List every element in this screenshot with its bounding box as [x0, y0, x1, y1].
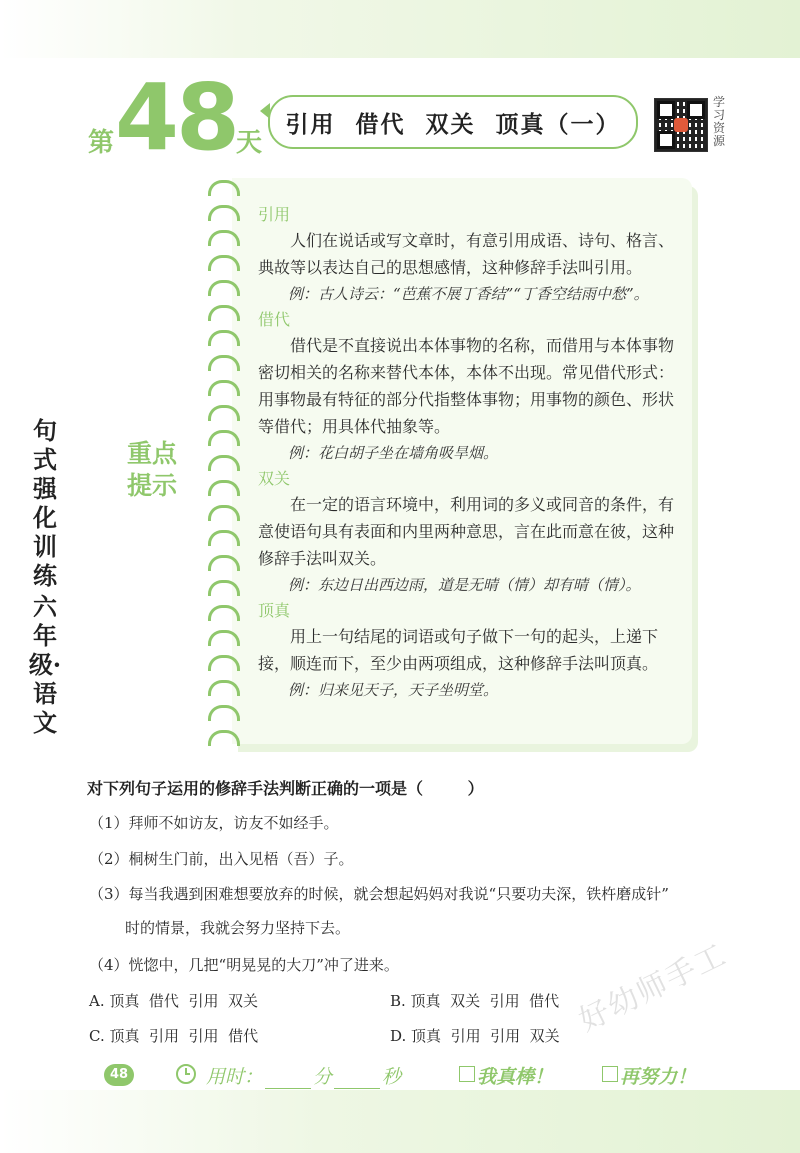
section-anadiplosis	[258, 599, 688, 704]
option-d[interactable]: D. 顶真 引用 引用 双关	[390, 1027, 560, 1045]
section-title: 双关	[258, 469, 291, 488]
section-example: 例：古人诗云：“芭蕉不展丁香结”“丁香空结雨中愁”。	[288, 285, 649, 303]
tips-content	[258, 203, 688, 704]
lesson-title: 引用 借代 双关 顶真（一）	[285, 110, 621, 138]
page-number: 48	[104, 1064, 134, 1086]
key-tips-label: 重点提示	[126, 439, 177, 500]
lesson-title-box	[268, 95, 638, 149]
sentence-item-continued: 时的情景，我就会努力坚持下去。	[125, 919, 351, 937]
day-prefix: 第	[88, 128, 115, 158]
section-title: 引用	[258, 205, 291, 224]
sentence-item: （4）恍惚中，几把“明晃晃的大刀”冲了进来。	[89, 956, 399, 974]
question-stem: 对下列句子运用的修辞手法判断正确的一项是（ ）	[87, 779, 484, 798]
section-example: 例：东边日出西边雨，道是无晴（情）却有晴（情）。	[288, 576, 641, 594]
section-body: 人们在说话或写文章时，有意引用成语、诗句、格言、典故等以表达自己的思想感情，这种修辞手法叫引用。	[258, 231, 675, 277]
section-title: 顶真	[258, 601, 291, 620]
seconds-blank[interactable]	[334, 1070, 380, 1089]
section-example: 例：归来见天子，天子坐明堂。	[288, 681, 499, 699]
option-b[interactable]: B. 顶真 双关 引用 借代	[390, 992, 560, 1010]
qr-label: 学习资源	[713, 95, 726, 148]
section-metonymy	[258, 308, 688, 467]
alarm-clock-icon	[176, 1064, 196, 1084]
top-decoration-band	[0, 0, 800, 58]
section-body: 用上一句结尾的词语或句子做下一句的起头，上递下接，顺连而下，至少由两项组成，这种修辞手法叫顶真。	[258, 627, 659, 673]
section-pun	[258, 467, 688, 599]
sentence-item: （3）每当我遇到困难想要放弃的时候，就会想起妈妈对我说“只要功夫深，铁杵磨成针”	[89, 885, 669, 903]
section-body: 借代是不直接说出本体事物的名称，而借用与本体事物密切相关的名称来替代本体，本体不出现。常见借代形式：用事物最有特征的部分代指整体事物；用事物的颜色、形状等借代；用具体代抽象等。	[258, 336, 675, 436]
time-used	[206, 1062, 401, 1089]
great-label: 我真棒！	[477, 1066, 554, 1088]
great-checkbox[interactable]	[459, 1066, 475, 1082]
try-harder-checkbox[interactable]	[602, 1066, 618, 1082]
second-unit: 秒	[382, 1066, 402, 1088]
option-a[interactable]: A. 顶真 借代 引用 双关	[89, 992, 258, 1010]
sentence-item: （2）桐树生门前，出入见梧（吾）子。	[89, 850, 354, 868]
book-title-vertical: 句式强化训练	[33, 416, 57, 590]
day-suffix: 天	[236, 128, 263, 158]
qr-code-icon[interactable]	[654, 98, 708, 152]
section-body: 在一定的语言环境中，利用词的多义或同音的条件，有意使语句具有表面和内里两种意思，言在此而意在彼，这种修辞手法叫双关。	[258, 495, 675, 568]
grade-subject-vertical: 六年级·语文	[28, 592, 62, 737]
option-c[interactable]: C. 顶真 引用 引用 借代	[89, 1027, 259, 1045]
bottom-decoration-band	[0, 1090, 800, 1153]
section-example: 例：花白胡子坐在墙角吸旱烟。	[288, 444, 499, 462]
minutes-blank[interactable]	[265, 1070, 311, 1089]
sentence-item: （1）拜师不如访友，访友不如经手。	[89, 814, 339, 832]
section-title: 借代	[258, 310, 291, 329]
notebook-rings	[204, 174, 244, 754]
minute-unit: 分	[313, 1066, 333, 1088]
watermark: 好幼师手工	[573, 937, 733, 1039]
section-quotation	[258, 203, 688, 308]
try-harder-label: 再努力！	[620, 1066, 697, 1088]
time-label: 用时：	[206, 1066, 264, 1088]
day-number: 48	[115, 64, 238, 171]
